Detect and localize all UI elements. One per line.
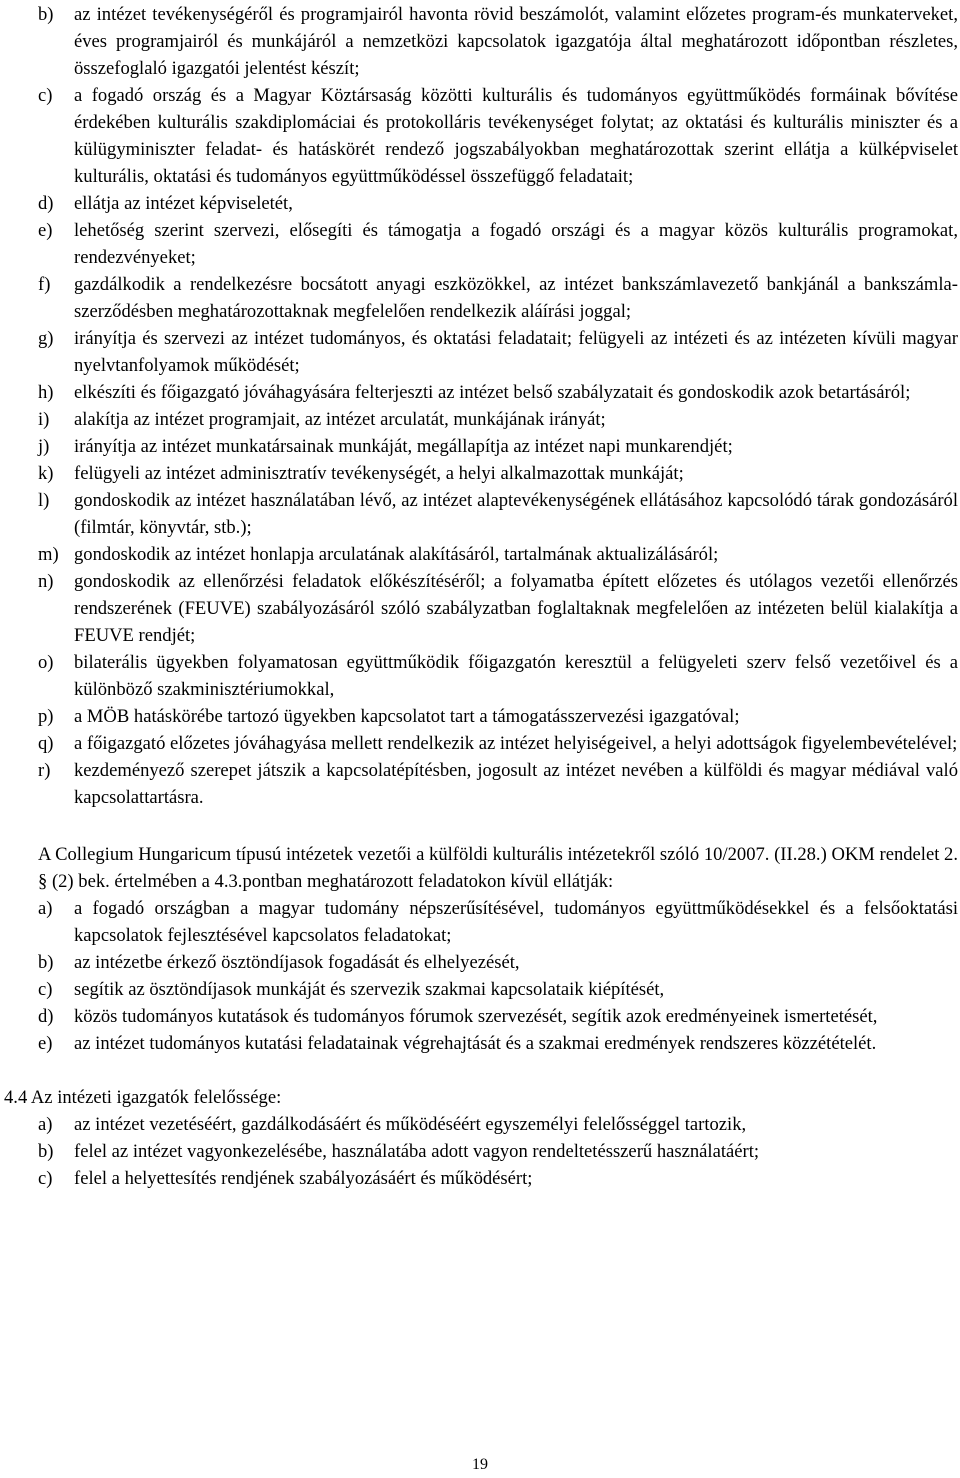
list-item-text: segítik az ösztöndíjasok munkáját és szervezik szakmai kapcsolataik kiépítését, [74, 979, 665, 1000]
list-item-text: elkészíti és főigazgató jóváhagyására felterjeszti az intézet belső szabályzatait és gondoskodik azok betartásáról; [74, 382, 911, 403]
list-item [38, 1111, 958, 1138]
list-item [38, 325, 958, 379]
list-item-text: a MÖB hatáskörébe tartozó ügyekben kapcsolatot tart a támogatásszervezési igazgatóval; [74, 706, 740, 727]
list-item [38, 487, 958, 541]
collegium-duties-list [38, 895, 958, 1057]
list-item-label: m) [38, 544, 59, 565]
list-item [38, 730, 958, 757]
list-item-label: r) [38, 760, 51, 781]
list-item-text: irányítja és szervezi az intézet tudományos, és oktatási feladatait; felügyeli az intézeti és az intézeten kívüli magyar nyelvtanfolyamok működését; [74, 328, 958, 376]
list-item-label: e) [38, 1033, 53, 1054]
list-item-text: a fogadó országban a magyar tudomány népszerűsítésével, tudományos együttműködésekkel és a felsőoktatási kapcsolatok fejlesztésével kapcsolatos feladatokat; [74, 898, 958, 946]
list-item-text: felel az intézet vagyonkezelésébe, használatába adott vagyon rendeltetésszerű használatáért; [74, 1141, 760, 1162]
list-item-text: gondoskodik az ellenőrzési feladatok előkészítéséről; a folyamatba épített előzetes és utólagos vezetői ellenőrzés rendszerének (FEUVE) szabályozásáról szóló szabályzatban foglaltaknak megfelelően az intézeten belül kialakítja a FEUVE rendjét; [74, 571, 958, 646]
list-item [38, 649, 958, 703]
list-item-text: bilaterális ügyekben folyamatosan együttműködik főigazgatón keresztül a felügyeleti szerv felső vezetőivel és a különböző szakminisztériumokkal, [74, 652, 958, 700]
list-item [38, 217, 958, 271]
list-item [38, 757, 958, 811]
list-item-text: felel a helyettesítés rendjének szabályozásáért és működésért; [74, 1168, 533, 1189]
list-item [38, 82, 958, 190]
list-item [38, 433, 958, 460]
page-number: 19 [472, 1456, 488, 1473]
list-item [38, 460, 958, 487]
list-item-label: a) [38, 898, 53, 919]
list-item-label: b) [38, 4, 54, 25]
list-item-text: a főigazgató előzetes jóváhagyása mellett rendelkezik az intézet helyiségeivel, a helyi adottságok figyelembevételével; [74, 733, 958, 754]
list-item-label: n) [38, 571, 54, 592]
list-item-text: gondoskodik az intézet honlapja arculatának alakításáról, tartalmának aktualizálásáról; [74, 544, 719, 565]
list-item-text: az intézetbe érkező ösztöndíjasok fogadását és elhelyezését, [74, 952, 520, 973]
list-item-label: f) [38, 274, 51, 295]
list-item [38, 1, 958, 82]
list-item-label: i) [38, 409, 50, 430]
list-item-label: c) [38, 979, 53, 1000]
list-item [38, 406, 958, 433]
list-item-text: irányítja az intézet munkatársainak munkáját, megállapítja az intézet napi munkarendjét; [74, 436, 733, 457]
list-item [38, 1030, 958, 1057]
list-item-label: l) [38, 490, 50, 511]
list-item-label: p) [38, 706, 54, 727]
list-item [38, 1003, 958, 1030]
list-item [38, 976, 958, 1003]
list-item-text: az intézet tudományos kutatási feladatainak végrehajtását és a szakmai eredmények rendszeres közzétételét. [74, 1033, 877, 1054]
list-item-label: g) [38, 328, 54, 349]
list-item-label: d) [38, 1006, 54, 1027]
list-item-label: b) [38, 1141, 54, 1162]
list-item-label: b) [38, 952, 54, 973]
list-item-label: e) [38, 220, 53, 241]
list-item-text: kezdeményező szerepet játszik a kapcsolatépítésben, jogosult az intézet nevében a külföldi és magyar médiával való kapcsolattartásra. [74, 760, 958, 808]
list-item [38, 1138, 958, 1165]
list-item-text: gondoskodik az intézet használatában lévő, az intézet alaptevékenységének ellátásához kapcsolódó tárak gondozásáról (filmtár, könyvtár, stb.); [74, 490, 958, 538]
list-item [38, 379, 958, 406]
list-item-label: d) [38, 193, 54, 214]
list-item-text: a fogadó ország és a Magyar Köztársaság közötti kulturális és tudományos együttműködés formáinak bővítése érdekében kulturális szakdiplomáciai és protokolláris tevékenységet folytat; az oktatási és kulturális miniszter és a külügyminiszter feladat- és hatáskörét rendező jogszabályokban meghatározottak szerint ellátja a külképviselet kulturális, oktatási és tudományos együttműködéssel összefüggő feladatait; [74, 85, 958, 187]
list-item-label: k) [38, 463, 54, 484]
section-heading: 4.4 Az intézeti igazgatók felelőssége: [4, 1087, 282, 1108]
list-item [38, 190, 958, 217]
responsibility-list [38, 1111, 958, 1192]
list-item-label: o) [38, 652, 54, 673]
list-item [38, 568, 958, 649]
list-item [38, 541, 958, 568]
list-item [38, 271, 958, 325]
list-item [38, 949, 958, 976]
list-item-text: felügyeli az intézet adminisztratív tevékenységét, a helyi alkalmazottak munkáját; [74, 463, 684, 484]
list-item-label: c) [38, 85, 53, 106]
list-item-label: a) [38, 1114, 53, 1135]
list-item [38, 703, 958, 730]
duties-list [38, 1, 958, 811]
list-item-text: ellátja az intézet képviseletét, [74, 193, 293, 214]
list-item [38, 1165, 958, 1192]
list-item-label: h) [38, 382, 54, 403]
collegium-hungaricum-paragraph: A Collegium Hungaricum típusú intézetek vezetői a külföldi kulturális intézetekről szóló 10/2007. (II.28.) OKM rendelet 2. § (2) bek. értelmében a 4.3.pontban meghatározott feladatokon kívül ellátják: [38, 844, 958, 892]
list-item [38, 895, 958, 949]
list-item-text: az intézet tevékenységéről és programjairól havonta rövid beszámolót, valamint előzetes program-és munkaterveket, éves programjairól és munkájáról a nemzetközi kapcsolatok igazgatója által meghatározott időpontban részletes, összefoglaló igazgatói jelentést készít; [74, 4, 958, 79]
list-item-label: j) [38, 436, 50, 457]
list-item-label: q) [38, 733, 54, 754]
list-item-text: közös tudományos kutatások és tudományos fórumok szervezését, segítik azok eredményeinek ismertetését, [74, 1006, 878, 1027]
list-item-label: c) [38, 1168, 53, 1189]
list-item-text: alakítja az intézet programjait, az intézet arculatát, munkájának irányát; [74, 409, 606, 430]
list-item-text: az intézet vezetéséért, gazdálkodásáért és működéséért egyszemélyi felelősséggel tartozik, [74, 1114, 747, 1135]
list-item-text: lehetőség szerint szervezi, elősegíti és támogatja a fogadó országi és a magyar közös kulturális programokat, rendezvényeket; [74, 220, 958, 268]
document-page [4, 0, 958, 1192]
list-item-text: gazdálkodik a rendelkezésre bocsátott anyagi eszközökkel, az intézet bankszámlavezető bankjánál a bankszámla-szerződésben meghatározottaknak megfelelően rendelkezik aláírási joggal; [74, 274, 958, 322]
